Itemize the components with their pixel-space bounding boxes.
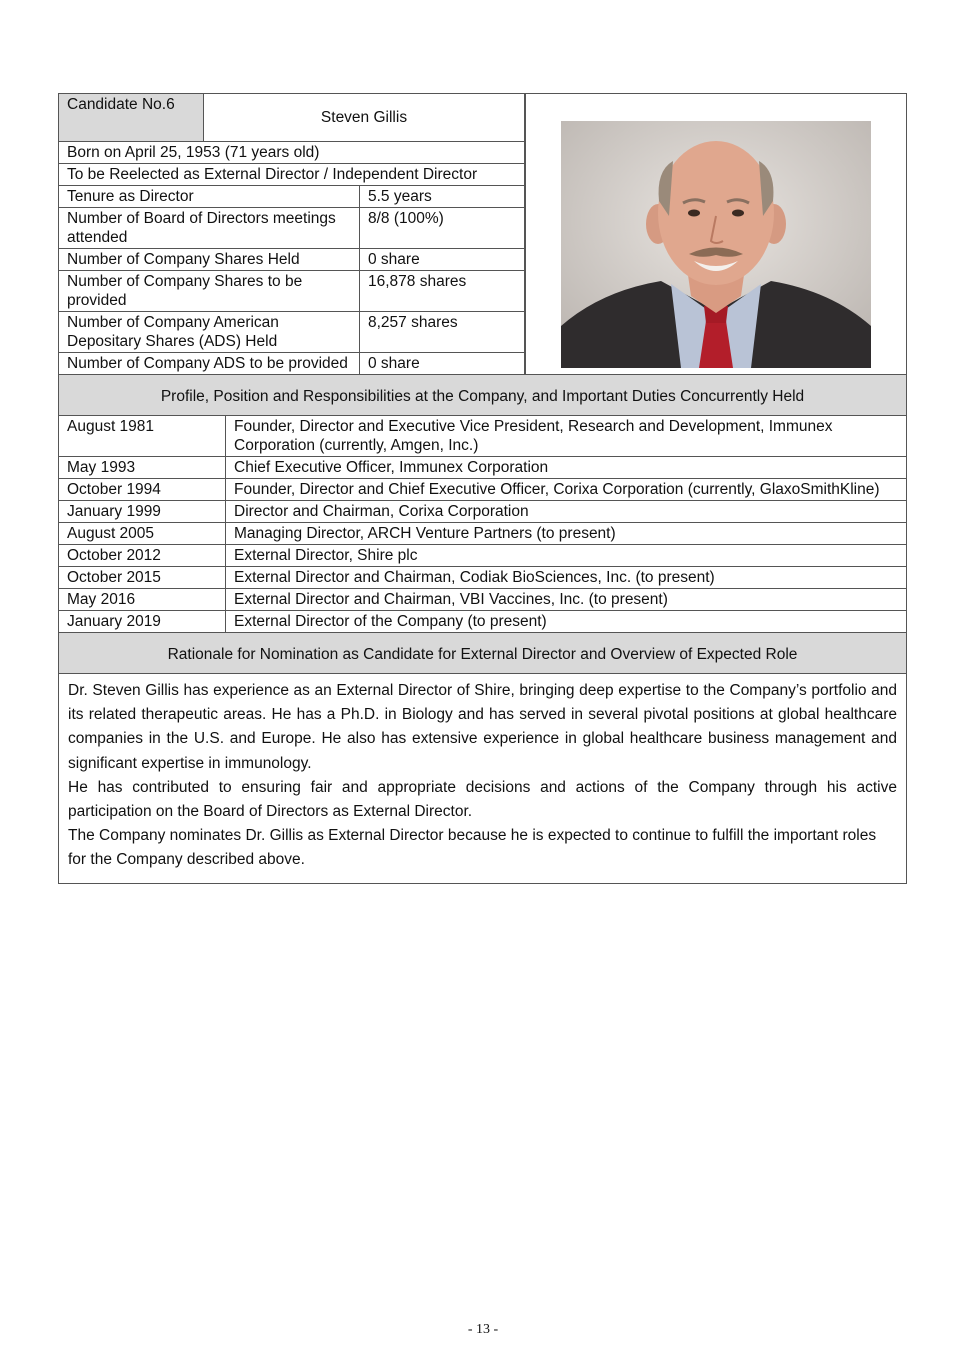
career-desc: Chief Executive Officer, Immunex Corporation xyxy=(226,457,907,479)
rationale-text xyxy=(59,674,906,883)
rationale-section-header: Rationale for Nomination as Candidate for External Director and Overview of Expected Role xyxy=(59,632,906,674)
career-row xyxy=(59,501,906,523)
career-row xyxy=(59,416,906,457)
candidate-info xyxy=(59,94,526,374)
career-date: August 2005 xyxy=(59,523,226,545)
career-desc: External Director, Shire plc xyxy=(226,545,907,567)
career-date: October 2015 xyxy=(59,567,226,589)
stat-value: 5.5 years xyxy=(360,186,525,208)
stats-table xyxy=(59,186,525,374)
stat-label: Number of Company Shares Held xyxy=(59,249,360,271)
career-row xyxy=(59,611,906,633)
career-table xyxy=(59,416,906,632)
stat-value: 16,878 shares xyxy=(360,271,525,312)
candidate-label: Candidate No.6 xyxy=(59,94,204,142)
stat-row xyxy=(59,353,525,375)
career-row xyxy=(59,523,906,545)
career-date: October 1994 xyxy=(59,479,226,501)
rationale-paragraph: The Company nominates Dr. Gillis as External Director because he is expected to continue to fulfill the important roles for the Company described above. xyxy=(68,827,877,869)
page-number: - 13 - xyxy=(467,1322,499,1337)
candidate-portrait-photo xyxy=(561,121,871,368)
career-desc: External Director and Chairman, VBI Vaccines, Inc. (to present) xyxy=(226,589,907,611)
stat-label: Tenure as Director xyxy=(59,186,360,208)
stat-row xyxy=(59,271,525,312)
career-row xyxy=(59,457,906,479)
career-desc: Director and Chairman, Corixa Corporation xyxy=(226,501,907,523)
career-row xyxy=(59,589,906,611)
career-date: January 2019 xyxy=(59,611,226,633)
career-date: October 2012 xyxy=(59,545,226,567)
career-date: January 1999 xyxy=(59,501,226,523)
stat-label: Number of Board of Directors meetings attended xyxy=(59,208,360,249)
stat-value: 0 share xyxy=(360,353,525,375)
stat-value: 0 share xyxy=(360,249,525,271)
career-date: May 1993 xyxy=(59,457,226,479)
career-row xyxy=(59,479,906,501)
career-row xyxy=(59,545,906,567)
stat-label: Number of Company Shares to be provided xyxy=(59,271,360,312)
career-row xyxy=(59,567,906,589)
stat-value: 8,257 shares xyxy=(360,312,525,353)
profile-section-header: Profile, Position and Responsibilities at the Company, and Important Duties Concurrently Held xyxy=(59,374,906,416)
stat-label: Number of Company ADS to be provided xyxy=(59,353,360,375)
stat-value: 8/8 (100%) xyxy=(360,208,525,249)
career-desc: Managing Director, ARCH Venture Partners (to present) xyxy=(226,523,907,545)
stat-row xyxy=(59,249,525,271)
career-desc: External Director and Chairman, Codiak BioSciences, Inc. (to present) xyxy=(226,567,907,589)
rationale-paragraph: He has contributed to ensuring fair and appropriate decisions and actions of the Company through his active participation on the Board of Directors as External Director. xyxy=(68,778,897,821)
stat-row xyxy=(59,312,525,353)
stat-row xyxy=(59,208,525,249)
rationale-paragraph: Dr. Steven Gillis has experience as an External Director of Shire, bringing deep expertise to the Company’s portfolio and its related therapeutic areas. He has a Ph.D. in Biology and has served in several pivotal positions at global healthcare companies in the U.S. and Europe. He also has extensive experience in global healthcare business management and significant expertise in immunology. xyxy=(68,682,897,772)
candidate-name: Steven Gillis xyxy=(204,94,525,142)
career-date: August 1981 xyxy=(59,416,226,457)
career-desc: External Director of the Company (to present) xyxy=(226,611,907,633)
career-desc: Founder, Director and Executive Vice President, Research and Development, Immunex Corporation (currently, Amgen, Inc.) xyxy=(226,416,907,457)
stat-row xyxy=(59,186,525,208)
photo-cell xyxy=(526,94,906,374)
election-status: To be Reelected as External Director / Independent Director xyxy=(59,164,525,186)
career-date: May 2016 xyxy=(59,589,226,611)
candidate-profile xyxy=(58,93,907,884)
born-info: Born on April 25, 1953 (71 years old) xyxy=(59,142,525,164)
career-desc: Founder, Director and Chief Executive Officer, Corixa Corporation (currently, GlaxoSmithKline) xyxy=(226,479,907,501)
stat-label: Number of Company American Depositary Shares (ADS) Held xyxy=(59,312,360,353)
